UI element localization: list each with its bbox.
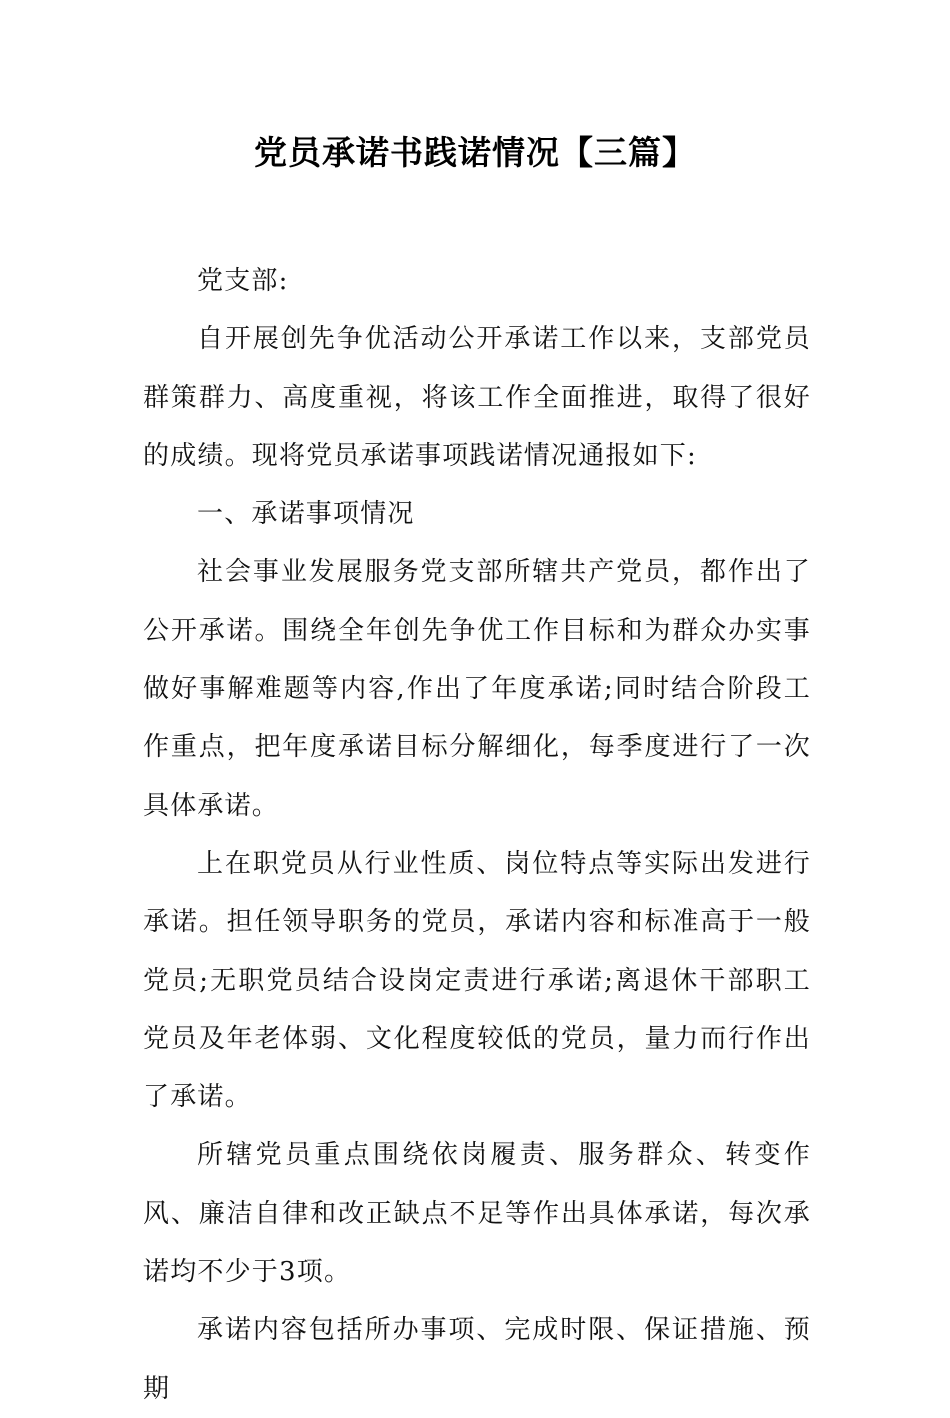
paragraph: 所辖党员重点围绕依岗履责、服务群众、转变作风、廉洁自律和改正缺点不足等作出具体承诺，每次承诺均不少于3项。 [143, 1140, 811, 1288]
paragraph: 承诺内容包括所办事项、完成时限、保证措施、预期 [143, 1315, 811, 1404]
paragraph-intro: 自开展创先争优活动公开承诺工作以来，支部党员群策群力、高度重视，将该工作全面推进，取得了很好的成绩。现将党员承诺事项践诺情况通报如下: [143, 324, 811, 471]
paragraph: 社会事业发展服务党支部所辖共产党员，都作出了公开承诺。围绕全年创先争优工作目标和为群众办实事做好事解难题等内容,作出了年度承诺;同时结合阶段工作重点，把年度承诺目标分解细化，每季度进行了一次具体承诺。 [143, 557, 811, 821]
salutation: 党支部: [197, 266, 289, 296]
document-title: 党员承诺书践诺情况【三篇】 [254, 133, 696, 172]
paragraph: 上在职党员从行业性质、岗位特点等实际出发进行承诺。担任领导职务的党员，承诺内容和标准高于一般党员;无职党员结合设岗定责进行承诺;离退休干部职工党员及年老体弱、文化程度较低的党员，量力而行作出了承诺。 [143, 848, 811, 1113]
section-heading: 一、承诺事项情况 [197, 499, 415, 530]
document-body [143, 252, 811, 1418]
